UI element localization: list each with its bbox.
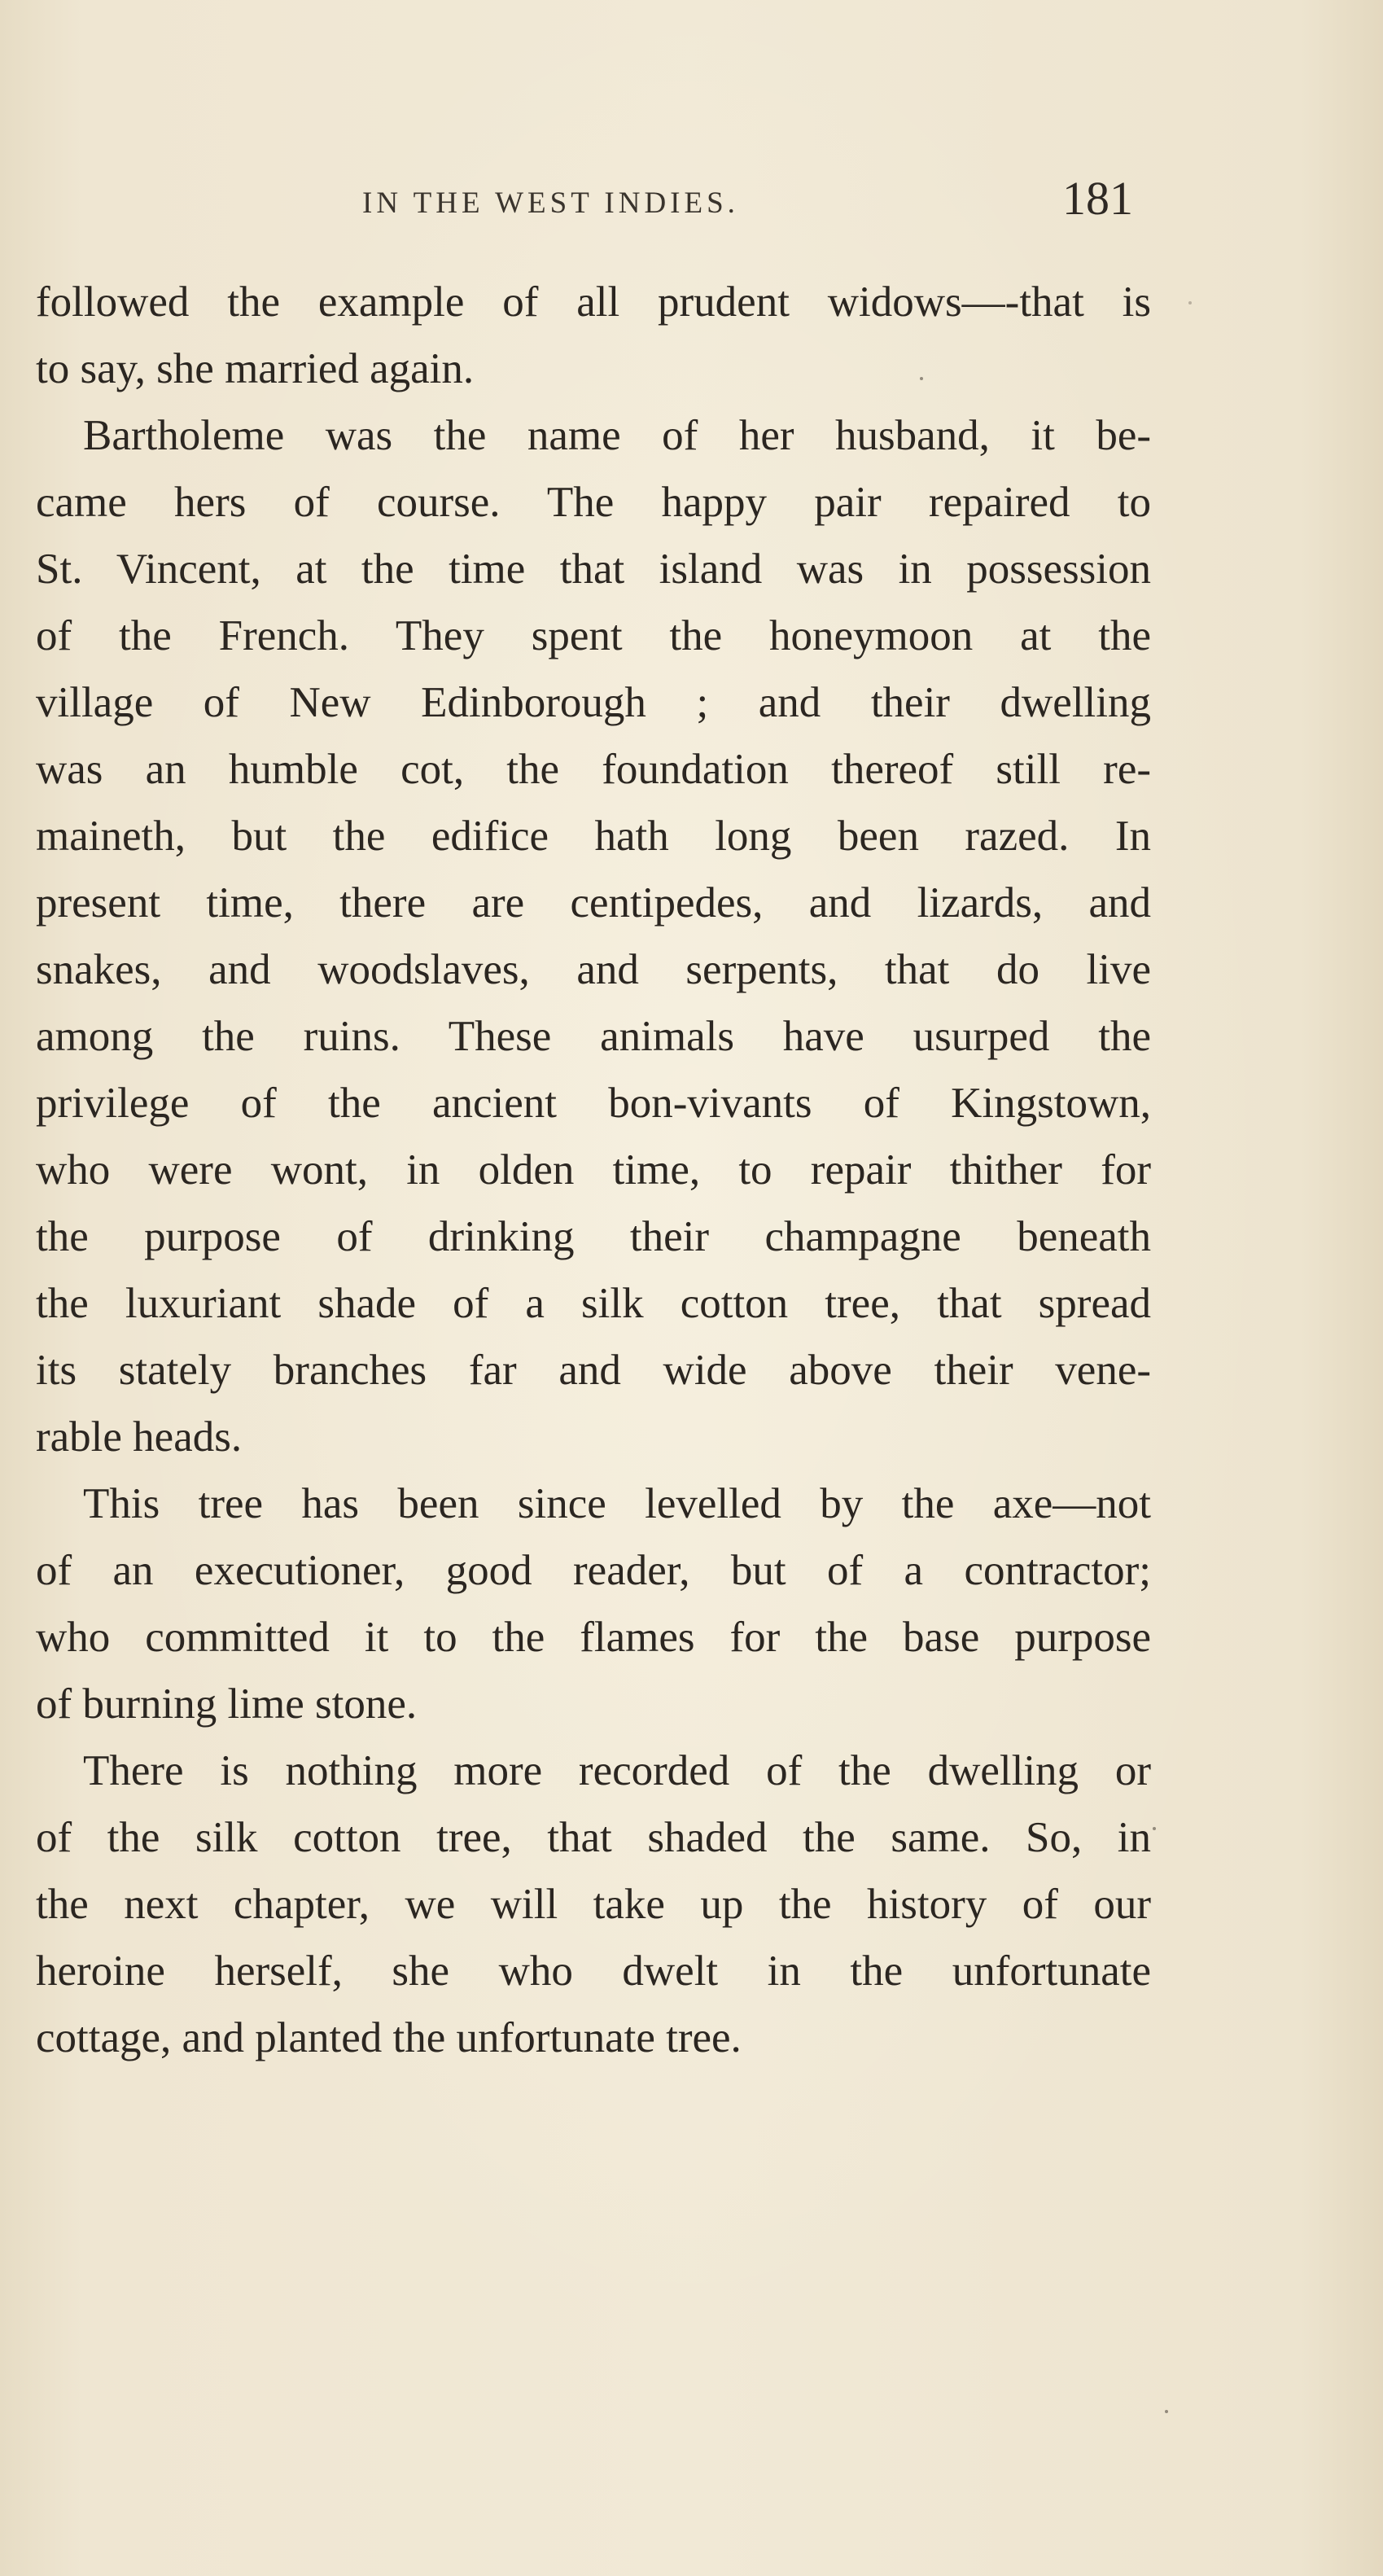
text-line: cottage, and planted the unfortunate tree. bbox=[36, 2014, 742, 2061]
text-line: maineth, but the edifice hath long been razed. In bbox=[36, 813, 1151, 860]
text-line: the luxuriant shade of a silk cotton tree, that spread bbox=[36, 1280, 1151, 1327]
paper-fleck bbox=[1188, 301, 1192, 304]
text-line: to say, she married again. bbox=[36, 345, 475, 392]
text-line: snakes, and woodslaves, and serpents, that do live bbox=[36, 946, 1151, 993]
text-line: rable heads. bbox=[36, 1413, 243, 1461]
text-line: St. Vincent, at the time that island was in possession bbox=[36, 545, 1151, 593]
text-line: This tree has been since levelled by the axe—not bbox=[83, 1480, 1151, 1527]
text-line: who were wont, in olden time, to repair thither for bbox=[36, 1146, 1151, 1194]
text-line: of burning lime stone. bbox=[36, 1680, 418, 1728]
text-line: Bartholeme was the name of her husband, it be- bbox=[83, 412, 1151, 459]
text-line: of the silk cotton tree, that shaded the same. So, in bbox=[36, 1814, 1151, 1861]
text-line: privilege of the ancient bon-vivants of Kingstown, bbox=[36, 1080, 1151, 1127]
page-number: 181 bbox=[1062, 172, 1133, 225]
text-line: There is nothing more recorded of the dwelling or bbox=[83, 1747, 1151, 1794]
text-line: present time, there are centipedes, and lizards, and bbox=[36, 879, 1151, 927]
text-line: its stately branches far and wide above their vene- bbox=[36, 1347, 1151, 1394]
text-line: came hers of course. The happy pair repaired to bbox=[36, 479, 1151, 526]
text-line: of an executioner, good reader, but of a contractor; bbox=[36, 1547, 1151, 1594]
text-line: the purpose of drinking their champagne beneath bbox=[36, 1213, 1151, 1260]
text-line: among the ruins. These animals have usurped the bbox=[36, 1013, 1151, 1060]
text-line: heroine herself, she who dwelt in the unfortunate bbox=[36, 1947, 1151, 1995]
paper-fleck bbox=[1153, 1827, 1156, 1830]
text-line: who committed it to the flames for the base purpose bbox=[36, 1614, 1151, 1661]
text-line: followed the example of all prudent widows—-that is bbox=[36, 278, 1151, 326]
text-line: was an humble cot, the foundation thereof still re- bbox=[36, 746, 1151, 793]
text-line: village of New Edinborough ; and their dwelling bbox=[36, 679, 1151, 726]
paper-fleck bbox=[920, 377, 923, 380]
running-head bbox=[33, 163, 1156, 228]
paper-fleck bbox=[1165, 2410, 1168, 2413]
text-line: of the French. They spent the honeymoon at the bbox=[36, 612, 1151, 659]
running-title: IN THE WEST INDIES. bbox=[362, 186, 739, 220]
text-line: the next chapter, we will take up the history of our bbox=[36, 1881, 1151, 1928]
body-text bbox=[36, 269, 1151, 2071]
